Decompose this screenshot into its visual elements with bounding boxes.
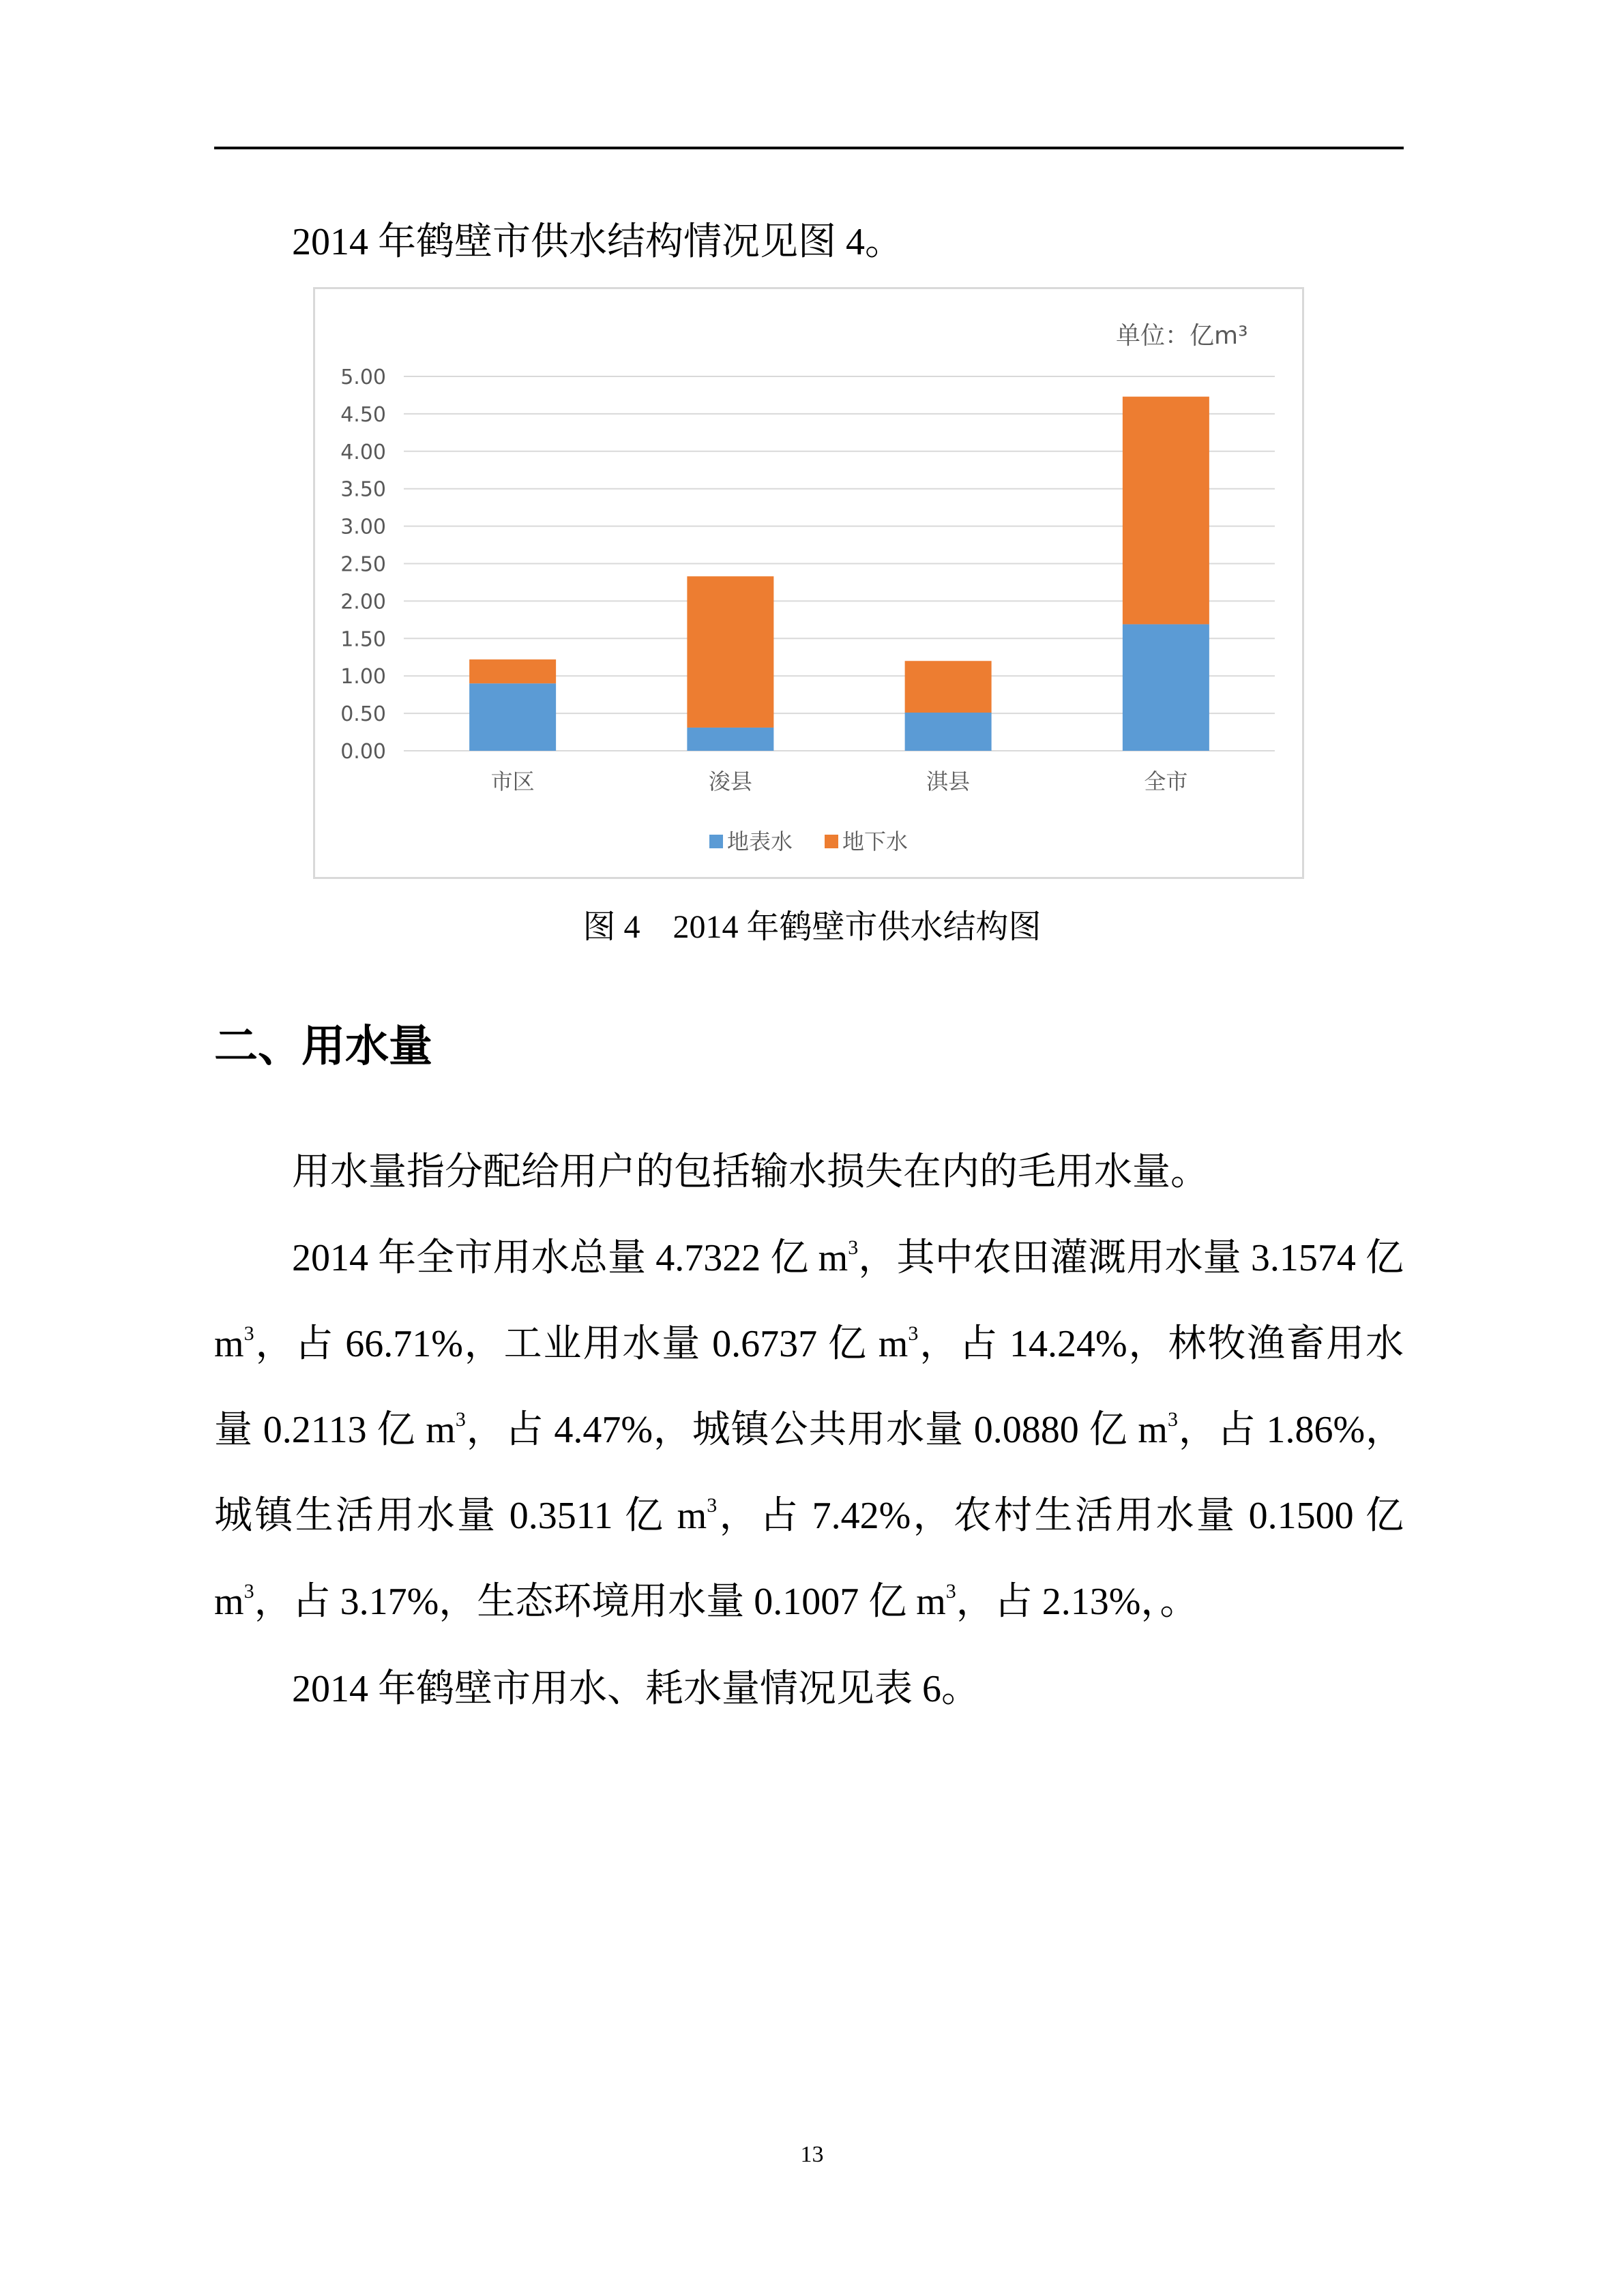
y-tick-label: 0.00: [340, 740, 386, 764]
y-tick-label: 4.50: [340, 402, 386, 427]
bar-地表水: [1123, 624, 1209, 751]
bar-地下水: [469, 659, 556, 683]
bar-地下水: [687, 576, 773, 728]
y-tick-label: 4.00: [340, 440, 386, 464]
bar-地表水: [687, 728, 773, 751]
bar-地下水: [905, 661, 992, 713]
superscript: 3: [945, 1580, 956, 1602]
x-category-label: 全市: [1144, 769, 1188, 794]
legend-label: 地表水: [727, 829, 793, 854]
x-category-label: 浚县: [708, 769, 752, 794]
water-use-text-3: ，占 66.71%，工业用水量 0.6737 亿 m: [254, 1323, 909, 1365]
bar-地下水: [1123, 397, 1209, 625]
legend-label: 地下水: [842, 829, 909, 854]
y-tick-label: 3.50: [340, 477, 386, 502]
bar-地表水: [469, 683, 556, 751]
water-use-text-5: ，占 4.47%，城镇公共用水量 0.0880 亿 m: [465, 1409, 1168, 1451]
superscript: 3: [707, 1494, 718, 1517]
x-category-label: 淇县: [926, 769, 971, 794]
y-tick-label: 0.50: [340, 702, 386, 727]
chart-unit-label: 单位：亿m³: [1116, 322, 1248, 350]
water-use-text-1: 2014 年全市用水总量 4.7322 亿 m: [292, 1237, 848, 1279]
y-tick-label: 2.50: [340, 552, 386, 577]
water-use-text-2: ，其中农田灌溉用水量 3.1574 亿 m: [214, 1237, 1404, 1365]
water-use-text-6: ，占 1.86%，城镇生活用水量 0.3511 亿 m: [214, 1409, 1404, 1537]
chart-legend: [709, 829, 908, 854]
water-use-text-8: ，占 3.17%，生态环境用水量 0.1007 亿 m: [254, 1581, 946, 1623]
y-tick-label: 1.50: [340, 627, 386, 652]
chart-y-axis: [340, 366, 386, 764]
water-use-paragraph: [214, 1215, 1404, 1645]
x-category-label: 市区: [490, 769, 535, 794]
water-use-text-4: ，占 14.24%，林牧渔畜用水量 0.2113 亿 m: [214, 1323, 1404, 1451]
water-use-text-9: ，占 2.13%，。: [956, 1581, 1198, 1623]
superscript: 3: [1167, 1408, 1178, 1431]
water-supply-chart: [313, 287, 1304, 879]
y-tick-label: 5.00: [340, 366, 386, 389]
section-heading: 二、用水量: [214, 1022, 432, 1072]
y-tick-label: 2.00: [340, 590, 386, 614]
definition-paragraph: 用水量指分配给用户的包括输水损失在内的毛用水量。: [292, 1151, 1209, 1193]
superscript: 3: [243, 1580, 254, 1602]
chart-canvas: [315, 289, 1302, 877]
y-tick-label: 1.00: [340, 665, 386, 689]
bar-地表水: [905, 713, 992, 751]
superscript: 3: [455, 1408, 466, 1431]
figure-caption: 图 4 2014 年鹤壁市供水结构图: [582, 909, 1042, 945]
table-reference-paragraph: 2014 年鹤壁市用水、耗水量情况见表 6。: [292, 1668, 979, 1710]
water-use-text-7: ，占 7.42%，农村生活用水量 0.1500 亿 m: [214, 1495, 1404, 1623]
y-tick-label: 3.00: [340, 515, 386, 539]
legend-swatch: [709, 835, 723, 848]
superscript: 3: [848, 1236, 859, 1259]
superscript: 3: [908, 1322, 919, 1345]
page-number: 13: [800, 2142, 824, 2167]
header-rule: [214, 147, 1404, 149]
superscript: 3: [243, 1322, 254, 1345]
intro-paragraph: 2014 年鹤壁市供水结构情况见图 4。: [292, 221, 903, 263]
legend-swatch: [825, 835, 838, 848]
chart-x-axis: [491, 769, 1188, 794]
chart-bars: [469, 397, 1209, 751]
